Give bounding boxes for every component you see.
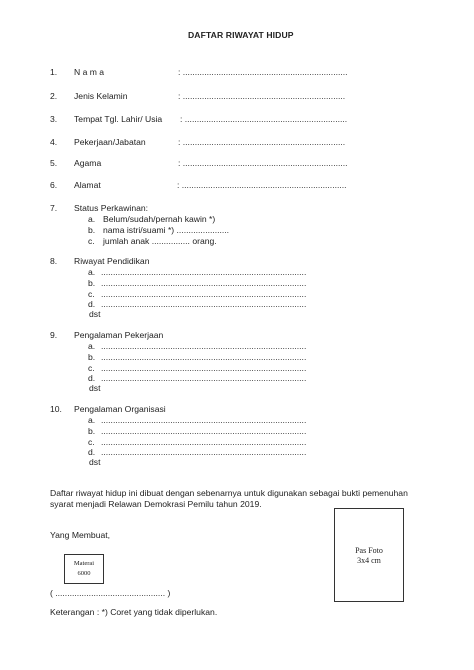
section-label: Status Perkawinan:	[74, 203, 149, 213]
page-title: DAFTAR RIWAYAT HIDUP	[188, 30, 294, 40]
marital-status-option[interactable]: Belum/sudah/pernah kawin *)	[103, 214, 216, 224]
signer-label: Yang Membuat,	[50, 530, 111, 540]
section-number: 8.	[50, 256, 58, 266]
field-label: Tempat Tgl. Lahir/ Usia	[74, 114, 163, 124]
item-letter: b.	[88, 352, 96, 362]
field-number: 6.	[50, 180, 58, 190]
item-letter: b.	[88, 278, 96, 288]
field-label: Pekerjaan/Jabatan	[74, 137, 146, 147]
field-label: Jenis Kelamin	[74, 91, 128, 101]
section-number: 7.	[50, 203, 58, 213]
field-label: N a m a	[74, 67, 105, 77]
section-label: Riwayat Pendidikan	[74, 256, 150, 266]
item-letter: b.	[88, 225, 96, 235]
footnote: Keterangan : *) Coret yang tidak diperlukan.	[50, 607, 218, 617]
field-value-blank[interactable]: : ....................................................................	[180, 114, 348, 124]
photo-size: 3x4 cm	[357, 556, 381, 565]
blank-line[interactable]: ......................................................................................	[101, 289, 307, 299]
field-value-blank[interactable]: : .....................................................................	[178, 67, 348, 77]
spouse-name-field[interactable]: nama istri/suami *) ......................	[103, 225, 230, 235]
field-value-blank[interactable]: : .....................................................................	[178, 158, 348, 168]
field-value-blank[interactable]: : ....................................................................	[178, 137, 346, 147]
blank-line[interactable]: ......................................................................................	[101, 415, 307, 425]
field-number: 2.	[50, 91, 58, 101]
field-number: 4.	[50, 137, 58, 147]
section-label: Pengalaman Pekerjaan	[74, 330, 164, 340]
field-number: 1.	[50, 67, 58, 77]
blank-line[interactable]: ......................................................................................	[101, 352, 307, 362]
field-number: 3.	[50, 114, 58, 124]
stamp-box	[64, 554, 104, 584]
blank-line[interactable]: ......................................................................................	[101, 426, 307, 436]
list-continuation: dst	[89, 457, 101, 467]
item-letter: c.	[88, 289, 95, 299]
field-label: Agama	[74, 158, 102, 168]
photo-label: Pas Foto	[355, 546, 383, 555]
field-label: Alamat	[74, 180, 101, 190]
blank-line[interactable]: ......................................................................................	[101, 373, 307, 383]
item-letter: a.	[88, 214, 96, 224]
item-letter: c.	[88, 437, 95, 447]
field-value-blank[interactable]: : .....................................................................	[177, 180, 347, 190]
item-letter: b.	[88, 426, 96, 436]
field-value-blank[interactable]: : ....................................................................	[178, 91, 346, 101]
item-letter: d.	[88, 447, 96, 457]
blank-line[interactable]: ......................................................................................	[101, 363, 307, 373]
blank-line[interactable]: ......................................................................................	[101, 267, 307, 277]
statement-line: syarat menjadi Relawan Demokrasi Pemilu tahun 2019.	[50, 499, 262, 509]
photo-box	[334, 508, 404, 602]
item-letter: d.	[88, 299, 96, 309]
signature-line[interactable]: ( .............................................. )	[50, 588, 171, 598]
item-letter: c.	[88, 363, 95, 373]
field-number: 5.	[50, 158, 58, 168]
item-letter: a.	[88, 341, 96, 351]
children-count-field[interactable]: jumlah anak ................ orang.	[103, 236, 217, 246]
list-continuation: dst	[89, 309, 101, 319]
item-letter: d.	[88, 373, 96, 383]
blank-line[interactable]: ......................................................................................	[101, 341, 307, 351]
blank-line[interactable]: ......................................................................................	[101, 278, 307, 288]
item-letter: c.	[88, 236, 95, 246]
section-number: 9.	[50, 330, 58, 340]
stamp-value: 6000	[77, 570, 91, 577]
blank-line[interactable]: ......................................................................................	[101, 299, 307, 309]
section-label: Pengalaman Organisasi	[74, 404, 166, 414]
stamp-label: Materai	[73, 560, 95, 567]
blank-line[interactable]: ......................................................................................	[101, 437, 307, 447]
statement-line: Daftar riwayat hidup ini dibuat dengan sebenarnya untuk digunakan sebagai bukti pemenuhan	[50, 488, 408, 498]
list-continuation: dst	[89, 383, 101, 393]
item-letter: a.	[88, 415, 96, 425]
item-letter: a.	[88, 267, 96, 277]
blank-line[interactable]: ......................................................................................	[101, 447, 307, 457]
section-number: 10.	[50, 404, 62, 414]
